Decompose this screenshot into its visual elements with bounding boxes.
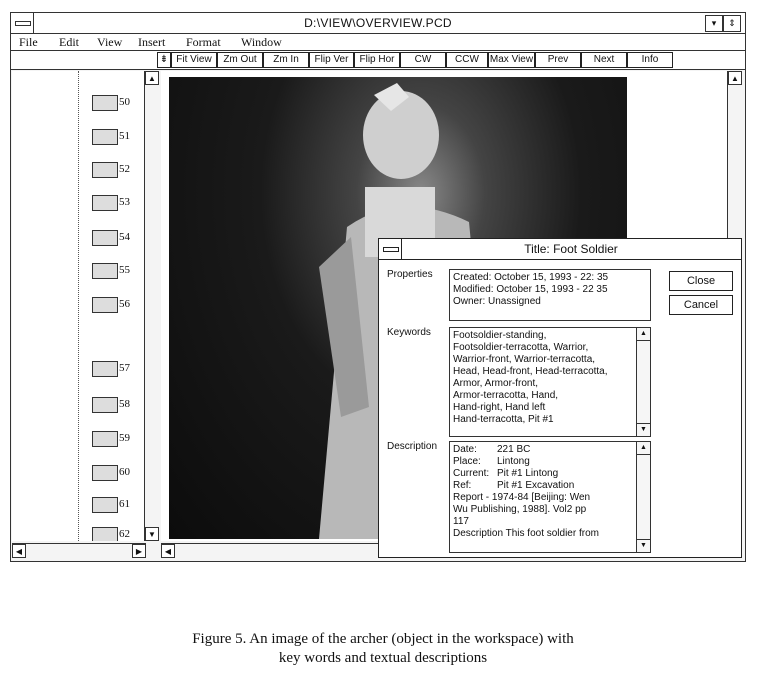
keyword-line: Footsoldier-standing, <box>453 330 547 341</box>
properties-label: Properties <box>387 269 433 280</box>
description-box[interactable] <box>449 441 651 553</box>
tree-connector-line <box>78 71 79 541</box>
rotate-cw-button[interactable]: CW <box>400 52 446 68</box>
created-text: Created: October 15, 1993 - 22: 35 <box>453 272 609 283</box>
tree-item[interactable] <box>92 160 144 180</box>
tree-item[interactable] <box>92 193 144 213</box>
window-title: D:\VIEW\OVERVIEW.PCD <box>304 16 452 30</box>
tree-item[interactable] <box>92 495 144 515</box>
description-line: Description This foot soldier from <box>453 528 599 539</box>
tree-item[interactable] <box>92 463 144 483</box>
tree-item[interactable] <box>92 228 144 248</box>
image-thumbnail-icon <box>92 263 118 279</box>
info-dialog <box>378 238 742 558</box>
keyword-line: Warrior-front, Warrior-terracotta, <box>453 354 596 365</box>
tree-item[interactable] <box>92 127 144 147</box>
title-bar <box>11 13 745 34</box>
keyword-line: Armor-terracotta, Hand, <box>453 390 559 401</box>
caption-line-1: Figure 5. An image of the archer (object in the workspace) with <box>192 631 574 647</box>
description-row: Ref: Pit #1 Excavation <box>453 480 575 491</box>
tree-item[interactable] <box>92 359 144 379</box>
keywords-scrollbar[interactable] <box>636 328 650 436</box>
workspace-horizontal-scrollbar[interactable] <box>161 543 381 558</box>
fit-view-button[interactable]: Fit View <box>171 52 217 68</box>
scroll-up-arrow-icon[interactable]: ▲ <box>637 442 650 455</box>
image-thumbnail-icon <box>92 361 118 377</box>
scroll-up-arrow-icon[interactable]: ▲ <box>145 71 159 85</box>
keyword-line: Armor, Armor-front, <box>453 378 539 389</box>
image-thumbnail-icon <box>92 230 118 246</box>
keyword-line: Head, Head-front, Head-terracotta, <box>453 366 608 377</box>
scroll-left-arrow-icon[interactable]: ◀ <box>161 544 175 558</box>
owner-text: Owner: Unassigned <box>453 296 541 307</box>
tree-item[interactable] <box>92 395 144 415</box>
keyword-line: Footsoldier-terracotta, Warrior, <box>453 342 589 353</box>
toolbar <box>11 51 745 70</box>
tree-horizontal-scrollbar[interactable] <box>12 543 146 558</box>
image-thumbnail-icon <box>92 297 118 313</box>
next-button[interactable]: Next <box>581 52 627 68</box>
image-thumbnail-icon <box>92 129 118 145</box>
keyword-line: Hand-terracotta, Pit #1 <box>453 414 554 425</box>
tree-item[interactable] <box>92 429 144 449</box>
image-thumbnail-icon <box>92 497 118 513</box>
scroll-right-arrow-icon[interactable]: ▶ <box>132 544 146 558</box>
description-line: 117 <box>453 516 469 527</box>
tree-item-label: 62 <box>119 528 130 540</box>
dialog-title: Title: Foot Soldier <box>524 242 618 256</box>
prev-button[interactable]: Prev <box>535 52 581 68</box>
tree-vertical-scrollbar[interactable] <box>144 71 159 541</box>
menu-format[interactable]: Format <box>186 35 221 49</box>
menu-window[interactable]: Window <box>241 35 282 49</box>
caption-line-2: key words and textual descriptions <box>278 650 488 666</box>
menu-insert[interactable]: Insert <box>138 35 166 49</box>
scroll-down-arrow-icon[interactable]: ▼ <box>637 539 650 552</box>
description-row: Place: Lintong <box>453 456 530 467</box>
image-thumbnail-icon <box>92 397 118 413</box>
tree-item-label: 54 <box>119 231 130 243</box>
scroll-left-arrow-icon[interactable]: ◀ <box>12 544 26 558</box>
flip-vertical-button[interactable]: Flip Ver <box>309 52 354 68</box>
image-thumbnail-icon <box>92 162 118 178</box>
tree-item-label: 50 <box>119 96 130 108</box>
scroll-up-arrow-icon[interactable]: ▲ <box>728 71 742 85</box>
description-line: Wu Publishing, 1988]. Vol2 pp <box>453 504 587 515</box>
restore-button[interactable]: ⇕ <box>723 15 741 32</box>
image-thumbnail-icon <box>92 195 118 211</box>
zoom-in-button[interactable]: Zm In <box>263 52 309 68</box>
tree-item-label: 60 <box>119 466 130 478</box>
figure-caption <box>0 630 766 668</box>
keywords-box[interactable] <box>449 327 651 437</box>
tree-item-label: 55 <box>119 264 130 276</box>
tree-item-label: 61 <box>119 498 130 510</box>
tree-item-label: 56 <box>119 298 130 310</box>
rotate-ccw-button[interactable]: CCW <box>446 52 488 68</box>
image-thumbnail-icon <box>92 527 118 541</box>
menu-file[interactable]: File <box>19 35 38 49</box>
tree-item-label: 53 <box>119 196 130 208</box>
minimize-button[interactable]: ▾ <box>705 15 723 32</box>
dialog-system-menu-button[interactable] <box>379 239 402 259</box>
scroll-up-arrow-icon[interactable]: ▲ <box>637 328 650 341</box>
flip-horizontal-button[interactable]: Flip Hor <box>354 52 400 68</box>
tree-item-label: 52 <box>119 163 130 175</box>
keyword-line: Hand-right, Hand left <box>453 402 546 413</box>
thumbnail-tree <box>12 71 148 541</box>
image-thumbnail-icon <box>92 431 118 447</box>
modified-text: Modified: October 15, 1993 - 22 35 <box>453 284 608 295</box>
scroll-down-arrow-icon[interactable]: ▼ <box>145 527 159 541</box>
tree-item[interactable] <box>92 261 144 281</box>
menu-view[interactable]: View <box>97 35 123 49</box>
tree-item-label: 58 <box>119 398 130 410</box>
tree-item-label: 59 <box>119 432 130 444</box>
properties-box <box>449 269 651 321</box>
dialog-title-bar <box>379 239 741 260</box>
max-view-button[interactable]: Max View <box>488 52 535 68</box>
menu-bar <box>11 34 745 51</box>
image-thumbnail-icon <box>92 465 118 481</box>
cancel-button[interactable]: Cancel <box>669 295 733 315</box>
tree-item-label: 51 <box>119 130 130 142</box>
toolbar-dropdown-button[interactable]: ⇟ <box>157 52 171 68</box>
system-menu-icon <box>383 247 399 252</box>
description-label: Description <box>387 441 438 452</box>
description-row: Current: Pit #1 Lintong <box>453 468 559 479</box>
description-line: Report - 1974-84 [Beijing: Wen <box>453 492 591 503</box>
close-button[interactable]: Close <box>669 271 733 291</box>
description-scrollbar[interactable] <box>636 442 650 552</box>
tree-item-label: 57 <box>119 362 130 374</box>
scroll-down-arrow-icon[interactable]: ▼ <box>637 423 650 436</box>
tree-item[interactable] <box>92 93 144 113</box>
tree-item[interactable] <box>92 295 144 315</box>
keywords-label: Keywords <box>387 327 431 338</box>
zoom-out-button[interactable]: Zm Out <box>217 52 263 68</box>
image-thumbnail-icon <box>92 95 118 111</box>
info-button[interactable]: Info <box>627 52 673 68</box>
tree-item[interactable] <box>92 525 144 541</box>
description-row: Date: 221 BC <box>453 444 531 455</box>
menu-edit[interactable]: Edit <box>59 35 79 49</box>
